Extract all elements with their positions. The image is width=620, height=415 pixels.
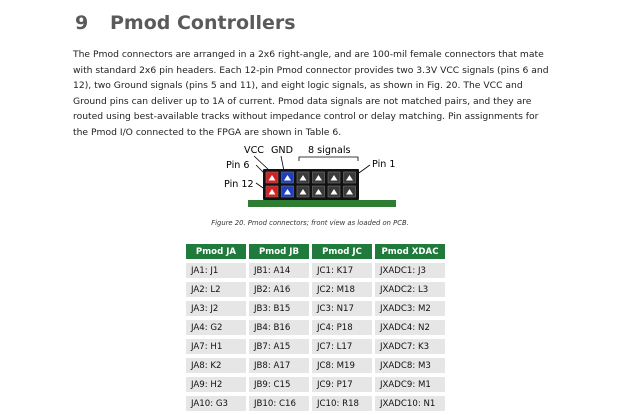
table-cell: JC9: P17	[312, 377, 372, 392]
pin1-label: Pin 1	[372, 159, 396, 170]
body-paragraph: The Pmod connectors are arranged in a 2x6 right-angle, and are 100-mil female connectors that mate with standard 2x6 pin headers. Each 12-pin Pmod connector provides two 3.3V VCC signals (pins 6 and 12), two Ground signals (pins 5 and 11), and eight logic signals, as shown in Fig. 20. The VCC and Ground pins can deliver up to 1A of current. Pmod data signals are not matched pairs, and they are routed using best-available tracks without impedance control or delay matching. Pin assignments for the Pmod I/O connected to the FPGA are shown in Table 6.	[73, 49, 549, 138]
table-cell: JXADC8: M3	[375, 358, 445, 373]
table-cell: JA1: J1	[186, 263, 246, 278]
table-cell: JXADC3: M2	[375, 301, 445, 316]
column-header: Pmod JB	[249, 244, 309, 259]
table-cell: JA8: K2	[186, 358, 246, 373]
table-row	[186, 301, 445, 316]
table-cell: JB9: C15	[249, 377, 309, 392]
table-row	[186, 396, 445, 411]
pin6-label: Pin 6	[226, 160, 250, 171]
table-cell: JC7: L17	[312, 339, 372, 354]
table-cell: JB1: A14	[249, 263, 309, 278]
pcb-strip	[248, 200, 396, 207]
table-cell: JC10: R18	[312, 396, 372, 411]
table-row	[186, 320, 445, 335]
table-cell: JA10: G3	[186, 396, 246, 411]
table-row	[186, 339, 445, 354]
table-cell: JXADC10: N1	[375, 396, 445, 411]
table-cell: JB7: A15	[249, 339, 309, 354]
table-header-row	[186, 244, 445, 259]
section-title: Pmod Controllers	[110, 12, 296, 34]
table-row	[186, 282, 445, 297]
column-header: Pmod XDAC	[375, 244, 445, 259]
column-header: Pmod JA	[186, 244, 246, 259]
table-cell: JB10: C16	[249, 396, 309, 411]
table-cell: JA2: L2	[186, 282, 246, 297]
table-cell: JA7: H1	[186, 339, 246, 354]
table-cell: JB2: A16	[249, 282, 309, 297]
table-cell: JXADC4: N2	[375, 320, 445, 335]
signals-bracket	[299, 157, 358, 161]
column-header: Pmod JC	[312, 244, 372, 259]
table-cell: JXADC9: M1	[375, 377, 445, 392]
figure-caption: Figure 20. Pmod connectors; front view as loaded on PCB.	[211, 219, 409, 227]
table-cell: JB3: B15	[249, 301, 309, 316]
section-heading	[75, 12, 296, 34]
table-cell: JC1: K17	[312, 263, 372, 278]
table-cell: JC3: N17	[312, 301, 372, 316]
table-cell: JA3: J2	[186, 301, 246, 316]
gnd-label: GND	[271, 145, 293, 156]
table-cell: JXADC1: J3	[375, 263, 445, 278]
section-number: 9	[75, 12, 89, 34]
pin-assignment-table	[183, 240, 448, 415]
table-row	[186, 358, 445, 373]
table-cell: JXADC7: K3	[375, 339, 445, 354]
pmod-connector-figure	[218, 141, 408, 211]
pmod-connector-diagram	[218, 141, 408, 211]
table-cell: JA9: H2	[186, 377, 246, 392]
table-row	[186, 377, 445, 392]
table-cell: JA4: G2	[186, 320, 246, 335]
table-cell: JXADC2: L3	[375, 282, 445, 297]
table-cell: JB4: B16	[249, 320, 309, 335]
table-row	[186, 263, 445, 278]
vcc-leader-line	[254, 156, 270, 171]
table-cell: JC8: M19	[312, 358, 372, 373]
gnd-leader-line	[281, 156, 284, 171]
table-cell: JB8: A17	[249, 358, 309, 373]
signals-label: 8 signals	[308, 145, 351, 156]
pin12-label: Pin 12	[224, 179, 254, 190]
table-cell: JC2: M18	[312, 282, 372, 297]
vcc-label: VCC	[244, 145, 264, 156]
table-cell: JC4: P18	[312, 320, 372, 335]
